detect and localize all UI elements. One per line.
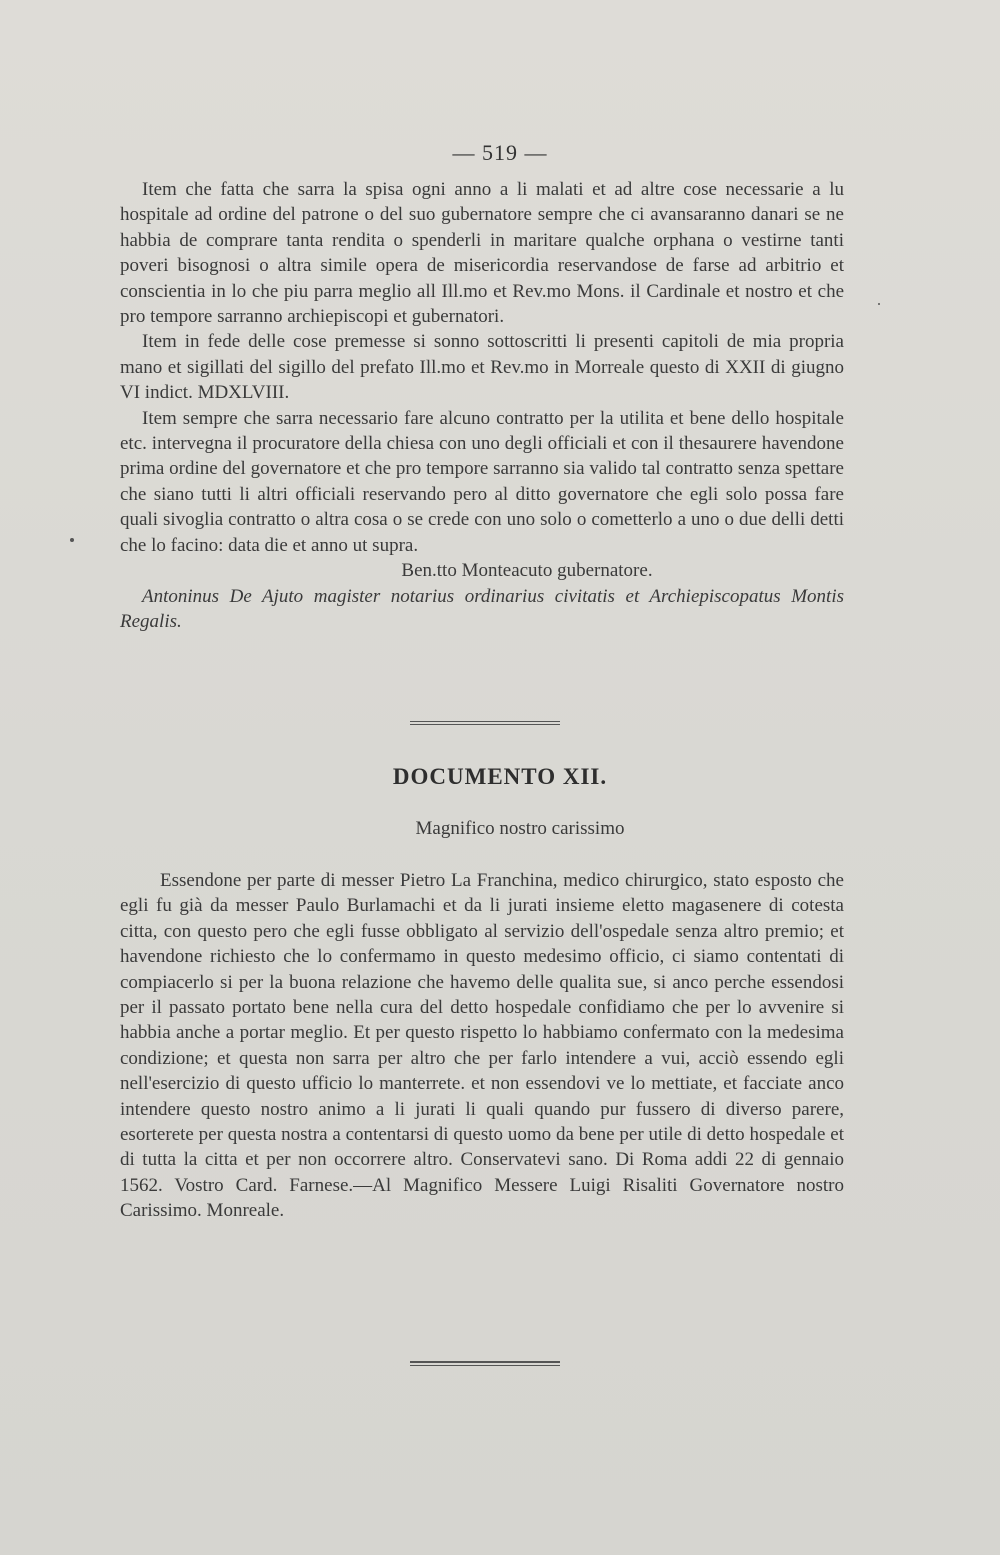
page-number: — 519 — [452,140,548,165]
letter-salutation: Magnifico nostro carissimo [415,818,625,839]
governor-signature: Ben.tto Monteacuto gubernatore. [401,560,653,582]
statute-text-block [120,177,844,634]
letter-body-block [120,868,844,1224]
section-divider [410,721,560,725]
ink-speck [70,538,74,542]
letter-body: Essendone per parte di messer Pietro La Franchina, medico chirurgico, stato esposto che egli fu già da messer Paulo Burlamachi et da li jurati insieme eletto magasenere di cotesta citta, con questo pero che egli fusse obbligato al servizio dell'ospedale senza altro premio; et havendone richiesto che lo confermamo in questo medesimo officio, ci siamo contentati di compiacerlo si per la buona relazione che havemo delle qualita sue, si anco perche essendosi per il passato portato bene nella cura del detto hospedale confidiamo che per lo avvenire si habbia anche a portar meglio. Et per questo rispetto lo habbiamo confermato con la medesima condizione; et questa non sarra per altro che per farlo intendere a vui, acciò essendo egli nell'esercizio di questo ufficio lo manterrete. et non essendovi ve lo mettiate, et facciate anco intendere questo nostro animo a li jurati li quali quando pur fussero di diverso parere, esorterete per questa nostra a contentarsi di questo uomo da bene per utile di detto hospedale et di tutta la citta et per non occorrere altro. Conservatevi sano. Di Roma addi 22 di gennaio 1562. Vostro Card. Farnese.—Al Magnifico Messere Luigi Risaliti Governatore nostro Carissimo. Monreale. [120,870,844,1222]
ink-speck [878,303,880,305]
paragraph-item-expenses: Item che fatta che sarra la spisa ogni anno a li malati et ad altre cose necessarie a lu hospitale ad ordine del patrone o del suo gubernatore sempre che ci avansaranno danari se ne habbia de comprare tanta rendita o spenderli in maritare qualche orphana o vestirne tanti poveri bisognosi o altra simile opera de misericordia reservandose de farse ad arbitrio et conscientia in lo che piu parra meglio all Ill.mo et Rev.mo Mons. il Cardinale et nostro et che pro tempore sarranno archiepiscopi et gubernatori. [120,179,844,328]
paragraph-item-signature: Item in fede delle cose premesse si sonno sottoscritti li presenti capitoli de mia propria mano et sigillati del sigillo del prefato Ill.mo et Rev.mo in Morreale questo di XXII di giugno VI indict. MDXLVIII. [120,331,844,404]
paragraph-item-contracts: Item sempre che sarra necessario fare alcuno contratto per la utilita et bene dello hospitale etc. intervegna il procuratore della chiesa con uno degli officiali et con il thesaurere havendone prima ordine del governatore et che pro tempore sarranno sia valido tal contratto senza spettare che siano tutti li altri officiali reservando pero al ditto governatore che egli solo possa fare quali sivoglia contratto o altra cosa o se crede con uno solo o cometterlo a uno o due delli detti che lo facino: data die et anno ut supra. [120,407,844,556]
notary-attestation: Antoninus De Ajuto magister notarius ordinarius civitatis et Archiepiscopatus Montis Regalis. [120,585,844,632]
document-title: DOCUMENTO XII. [392,764,608,789]
end-divider [410,1361,560,1366]
